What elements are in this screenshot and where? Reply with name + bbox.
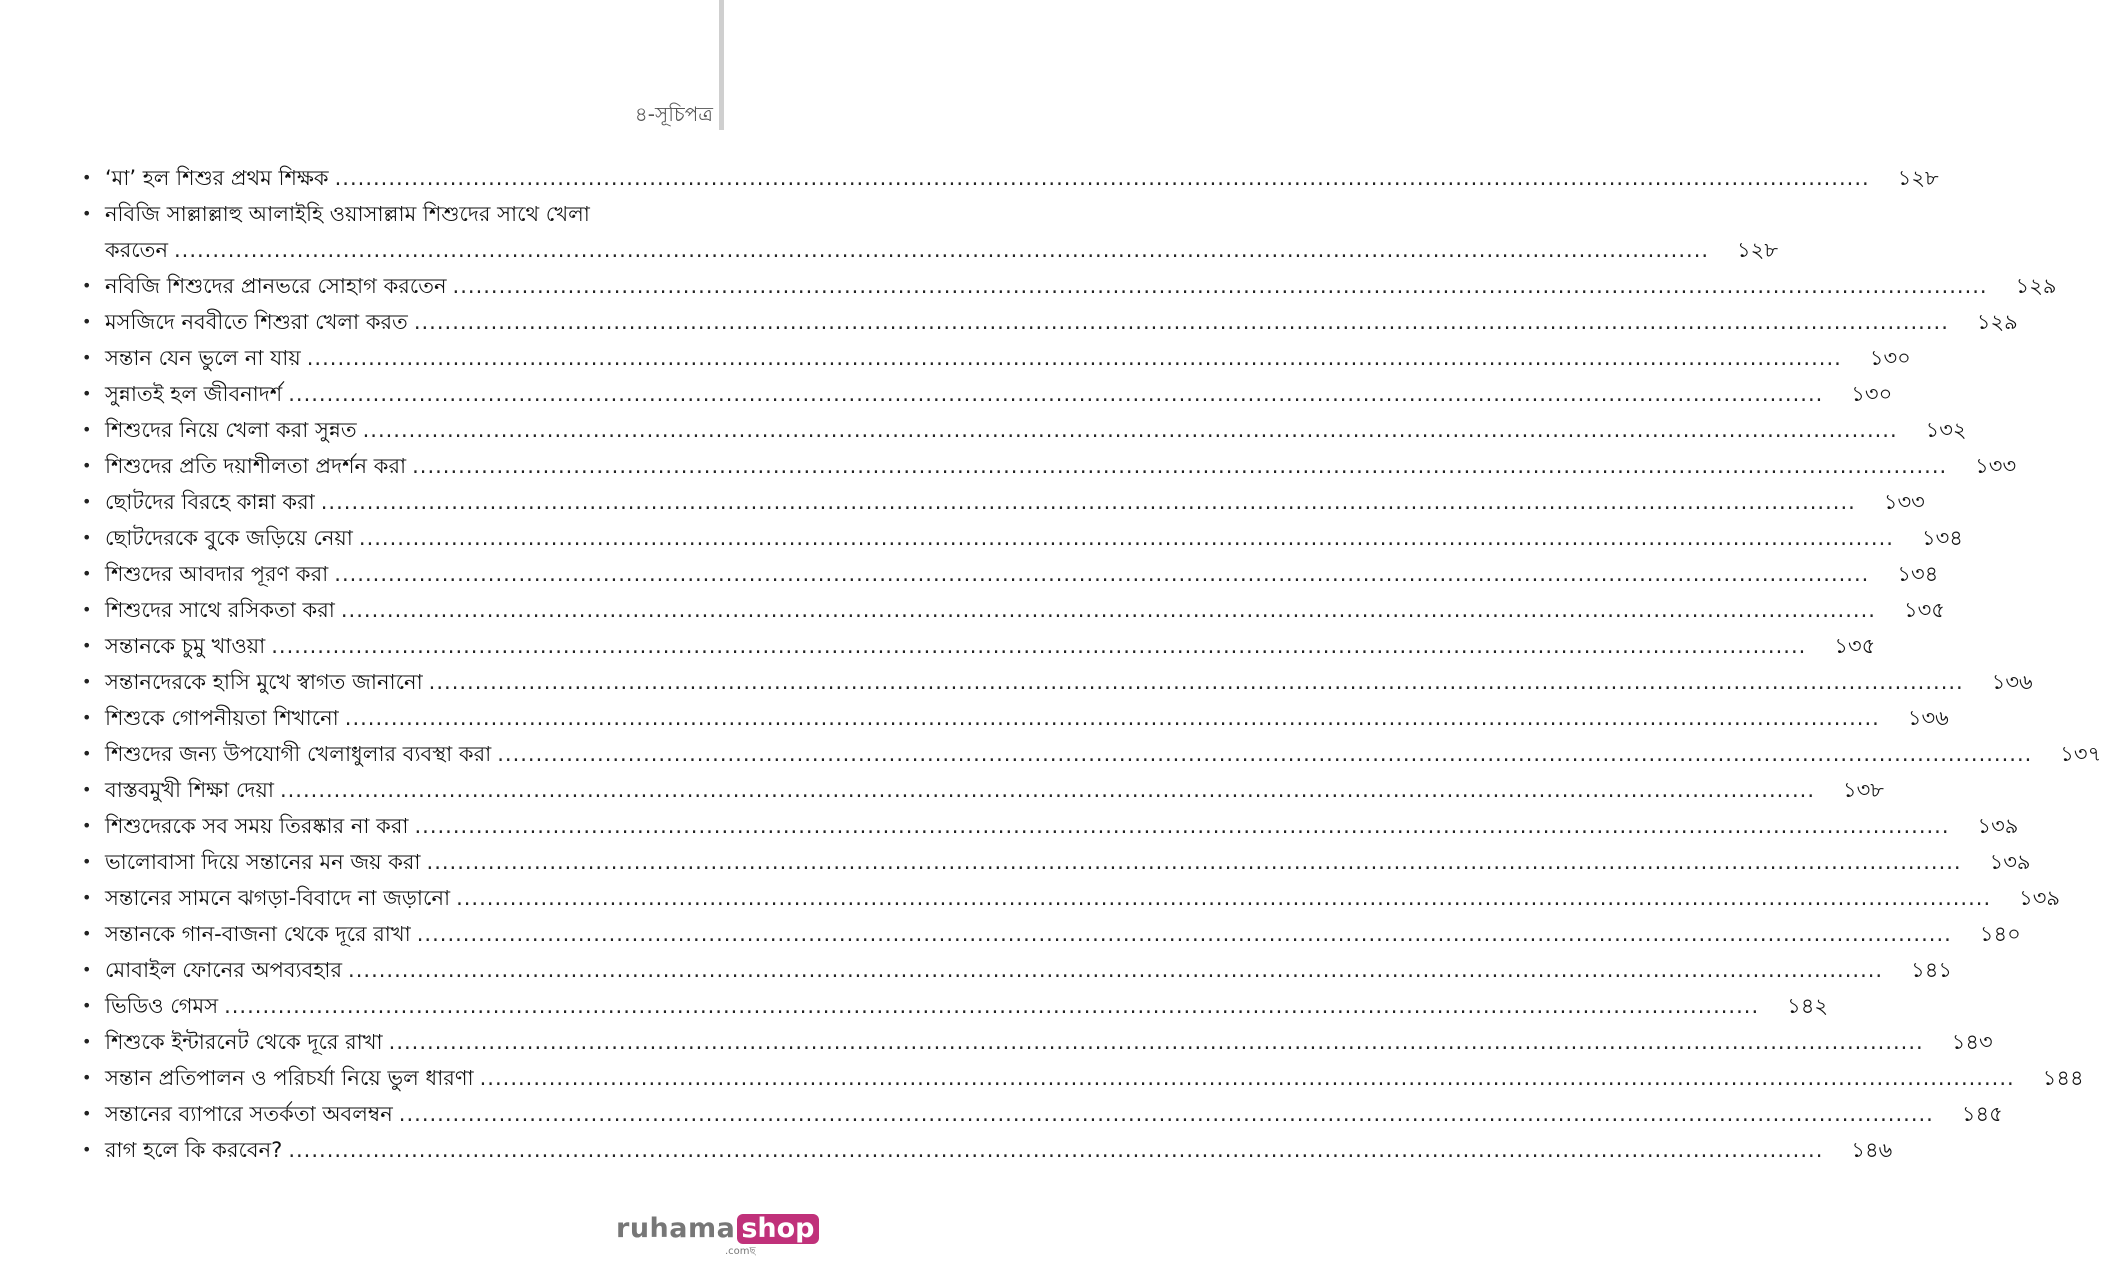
dot-leader: ........................................................................................................................................................................................................ <box>288 382 1824 406</box>
toc-entry-title: সন্তানের সামনে ঝগড়া-বিবাদে না জড়ানো <box>105 886 451 910</box>
bullet-icon: • <box>82 996 92 1015</box>
toc-entry-page: ১৩৬ <box>1907 706 1949 730</box>
toc-entry-page: ১২৮ <box>1737 238 1778 262</box>
bullet-icon: • <box>82 564 92 583</box>
toc-entry-title: শিশুদের সাথে রসিকতা করা <box>105 598 335 622</box>
toc-entry-page: ১৩৩ <box>1883 490 1925 514</box>
dot-leader: ........................................................................................................................................................................................................ <box>426 850 1962 874</box>
toc-entry-title: সন্তানের ব্যাপারে সতর্কতা অবলম্বন <box>105 1102 393 1126</box>
toc-entry-title: শিশুকে ইন্টারনেট থেকে দূরে রাখা <box>105 1030 383 1054</box>
dot-leader: ........................................................................................................................................................................................................ <box>414 814 1950 838</box>
toc-entry-title: শিশুদের প্রতি দয়াশীলতা প্রদর্শন করা <box>105 454 407 478</box>
toc-entry-page: ১৩৪ <box>1897 562 1939 586</box>
dot-leader: ........................................................................................................................................................................................................ <box>428 670 1964 694</box>
toc-entry-page: ১৩৪ <box>1921 526 1963 550</box>
dot-leader: ........................................................................................................................................................................................................ <box>358 526 1894 550</box>
bullet-icon: • <box>82 708 92 727</box>
toc-entry <box>82 628 1876 664</box>
toc-entry-title: সন্তানকে চুমু খাওয়া <box>105 634 266 658</box>
logo-text-ruhama: ruhama <box>616 1213 736 1244</box>
dot-leader: ........................................................................................................................................................................................................ <box>348 958 1884 982</box>
dot-leader: ........................................................................................................................................................................................................ <box>224 994 1760 1018</box>
toc-entry-title: রাগ হলে কি করবেন? <box>105 1138 283 1162</box>
toc-entry <box>82 160 1939 196</box>
toc-entry <box>82 448 2017 484</box>
toc-entry <box>82 844 2031 880</box>
dot-leader: ........................................................................................................................................................................................................ <box>279 778 1815 802</box>
toc-entry-page: ১৪১ <box>1911 958 1952 982</box>
toc-entry <box>82 376 1893 412</box>
toc-entry-title: শিশুকে গোপনীয়তা শিখানো <box>105 706 339 730</box>
toc-entry <box>82 1024 1993 1060</box>
toc-entry-title: মোবাইল ফোনের অপব্যবহার <box>105 958 343 982</box>
toc-entry-page: ১৩৫ <box>1834 634 1876 658</box>
dot-leader: ........................................................................................................................................................................................................ <box>452 274 1988 298</box>
toc-entry <box>82 268 2057 304</box>
toc-entry <box>82 700 1949 736</box>
toc-entry-title: নবিজি শিশুদের প্রানভরে সোহাগ করতেন <box>105 274 447 298</box>
toc-entry-title: শিশুদেরকে সব সময় তিরষ্কার না করা <box>105 814 409 838</box>
toc-entry-page: ১৩২ <box>1925 418 1967 442</box>
toc-entry-page: ১৩৯ <box>2019 886 2061 910</box>
logo-suffix: .comছ <box>725 1246 756 1257</box>
toc-entry-page: ১৪৪ <box>2042 1066 2084 1090</box>
bullet-icon: • <box>82 1032 92 1051</box>
bullet-icon: • <box>82 744 92 763</box>
bullet-icon: • <box>82 348 92 367</box>
toc-entry-title: শিশুদের জন্য উপযোগী খেলাধুলার ব্যবস্থা করা <box>105 742 492 766</box>
toc-entry <box>82 808 2019 844</box>
bullet-icon: • <box>82 780 92 799</box>
toc-entry-title: ‘মা’ হল শিশুর প্রথম শিক্ষক <box>105 166 329 190</box>
bullet-icon: • <box>82 960 92 979</box>
dot-leader: ........................................................................................................................................................................................................ <box>271 634 1807 658</box>
toc-entry-title: সন্তানদেরকে হাসি মুখে স্বাগত জানানো <box>105 670 423 694</box>
toc-entry <box>82 1060 2084 1096</box>
table-of-contents <box>82 160 2102 1168</box>
bullet-icon: • <box>82 672 92 691</box>
toc-entry-title: ছোটদের বিরহে কান্না করা <box>105 490 315 514</box>
ruhamashop-logo <box>616 1213 819 1244</box>
dot-leader: ........................................................................................................................................................................................................ <box>334 166 1870 190</box>
toc-entry-page: ১২৯ <box>1976 310 2018 334</box>
toc-entry <box>82 1096 2003 1132</box>
toc-entry-page: ১৩৮ <box>1843 778 1884 802</box>
toc-entry <box>82 484 1925 520</box>
toc-entry-title: সন্তানকে গান-বাজনা থেকে দূরে রাখা <box>105 922 411 946</box>
logo-text-shop: shop <box>737 1214 818 1244</box>
bullet-icon: • <box>82 312 92 331</box>
toc-entry-title: সন্তান যেন ভুলে না যায় <box>105 346 301 370</box>
bullet-icon: • <box>82 420 92 439</box>
toc-entry-page: ১৪০ <box>1979 922 2021 946</box>
bullet-icon: • <box>82 888 92 907</box>
dot-leader: ........................................................................................................................................................................................................ <box>456 886 1992 910</box>
bullet-icon: • <box>82 528 92 547</box>
toc-entry-title: সুন্নাতই হল জীবনাদর্শ <box>105 382 283 406</box>
toc-entry-title: ভালোবাসা দিয়ে সন্তানের মন জয় করা <box>105 850 421 874</box>
toc-entry-page: ১৪৫ <box>1961 1102 2003 1126</box>
bullet-icon: • <box>82 600 92 619</box>
dot-leader: ........................................................................................................................................................................................................ <box>416 922 1952 946</box>
bullet-icon: • <box>82 924 92 943</box>
toc-entry-page: ১৩৭ <box>2060 742 2102 766</box>
toc-entry-page: ১২৮ <box>1897 166 1939 190</box>
toc-entry-title: নবিজি সাল্লাল্লাহু আলাইহি ওয়াসাল্লাম শিশুদের সাথে খেলা <box>105 202 590 226</box>
dot-leader: ........................................................................................................................................................................................................ <box>388 1030 1924 1054</box>
toc-entry <box>82 880 2061 916</box>
bullet-icon: • <box>82 276 92 295</box>
bullet-icon: • <box>82 816 92 835</box>
bullet-icon: • <box>82 492 92 511</box>
dot-leader: ........................................................................................................................................................................................................ <box>413 310 1949 334</box>
toc-entry <box>82 664 2033 700</box>
toc-entry <box>82 340 1911 376</box>
toc-entry-page: ১৩৫ <box>1903 598 1945 622</box>
dot-leader: ........................................................................................................................................................................................................ <box>479 1066 2015 1090</box>
toc-entry <box>82 196 1778 268</box>
toc-entry-page: ১৩০ <box>1851 382 1893 406</box>
toc-entry <box>82 592 1945 628</box>
bullet-icon: • <box>82 1068 92 1087</box>
toc-entry <box>82 412 1967 448</box>
toc-entry-page: ১৪৩ <box>1951 1030 1993 1054</box>
toc-entry-title: করতেন <box>105 238 168 262</box>
toc-entry-page: ১২৯ <box>2015 274 2057 298</box>
toc-entry-page: ১৪৬ <box>1851 1138 1893 1162</box>
toc-entry-page: ১৩০ <box>1869 346 1911 370</box>
dot-leader: ........................................................................................................................................................................................................ <box>398 1102 1934 1126</box>
margin-bar <box>719 0 724 130</box>
toc-entry <box>82 556 1939 592</box>
bullet-icon: • <box>82 204 92 223</box>
bullet-icon: • <box>82 456 92 475</box>
toc-entry <box>82 916 2021 952</box>
toc-entry <box>82 736 2102 772</box>
toc-entry-page: ১৪২ <box>1787 994 1829 1018</box>
toc-entry-title: ছোটদেরকে বুকে জড়িয়ে নেয়া <box>105 526 353 550</box>
toc-entry-title: ভিডিও গেমস <box>105 994 219 1018</box>
toc-entry-page: ১৩৩ <box>1975 454 2017 478</box>
running-header: ৪-সূচিপত্র <box>634 102 713 126</box>
bullet-icon: • <box>82 1104 92 1123</box>
dot-leader: ........................................................................................................................................................................................................ <box>320 490 1856 514</box>
toc-entry-title: বাস্তবমুখী শিক্ষা দেয়া <box>105 778 274 802</box>
dot-leader: ........................................................................................................................................................................................................ <box>497 742 2033 766</box>
dot-leader: ........................................................................................................................................................................................................ <box>173 238 1710 262</box>
bullet-icon: • <box>82 1140 92 1159</box>
dot-leader: ........................................................................................................................................................................................................ <box>344 706 1880 730</box>
bullet-icon: • <box>82 384 92 403</box>
toc-entry-page: ১৩৬ <box>1991 670 2033 694</box>
toc-entry-page: ১৩৯ <box>1989 850 2031 874</box>
toc-entry-title: শিশুদের নিয়ে খেলা করা সুন্নত <box>105 418 357 442</box>
toc-entry <box>82 520 1963 556</box>
toc-entry <box>82 772 1884 808</box>
toc-entry-page: ১৩৯ <box>1977 814 2019 838</box>
dot-leader: ........................................................................................................................................................................................................ <box>334 562 1870 586</box>
bullet-icon: • <box>82 168 92 187</box>
bullet-icon: • <box>82 636 92 655</box>
toc-entry-title: সন্তান প্রতিপালন ও পরিচর্যা নিয়ে ভুল ধারণা <box>105 1066 474 1090</box>
toc-entry <box>82 1132 1893 1168</box>
dot-leader: ........................................................................................................................................................................................................ <box>412 454 1948 478</box>
toc-entry <box>82 304 2018 340</box>
dot-leader: ........................................................................................................................................................................................................ <box>288 1138 1824 1162</box>
dot-leader: ........................................................................................................................................................................................................ <box>340 598 1876 622</box>
toc-entry-title: মসজিদে নববীতে শিশুরা খেলা করত <box>105 310 408 334</box>
toc-entry-title: শিশুদের আবদার পূরণ করা <box>105 562 329 586</box>
toc-entry <box>82 952 1952 988</box>
dot-leader: ........................................................................................................................................................................................................ <box>306 346 1842 370</box>
bullet-icon: • <box>82 852 92 871</box>
toc-entry <box>82 988 1829 1024</box>
dot-leader: ........................................................................................................................................................................................................ <box>362 418 1898 442</box>
